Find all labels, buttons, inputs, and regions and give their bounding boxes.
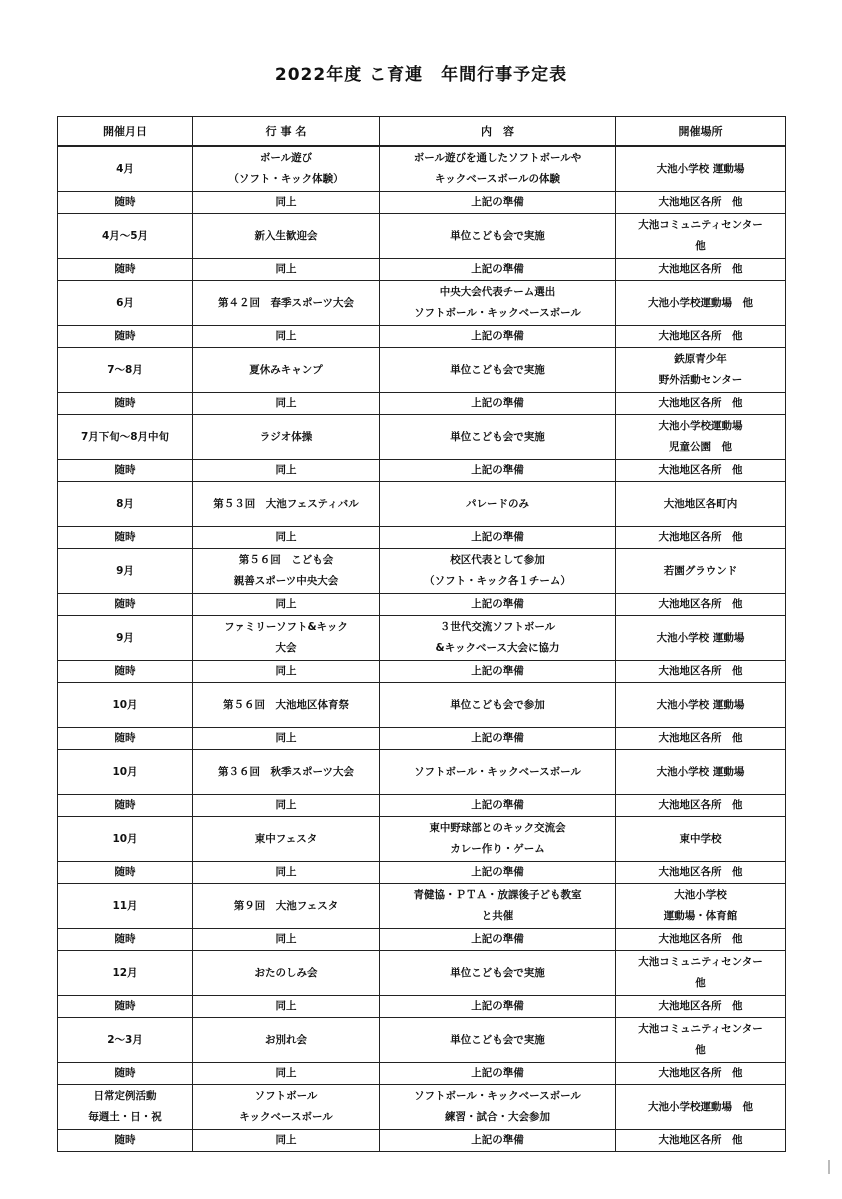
- cell-date: [58, 1130, 193, 1152]
- cell-event: [193, 728, 380, 750]
- cell-venue: [616, 862, 786, 884]
- content-text: 単位こども会で実施: [450, 229, 545, 242]
- cell-date: [58, 795, 193, 817]
- cell-content: [380, 1130, 616, 1152]
- venue-text: 大池地区各所 他: [658, 330, 743, 342]
- date-text: 11月: [112, 899, 138, 912]
- cell-date: [58, 1018, 193, 1063]
- venue-text: 大池地区各所 他: [658, 397, 743, 409]
- content-text: 中央大会代表チーム選出: [439, 286, 556, 298]
- venue-text: 大池小学校 運動場: [656, 698, 745, 711]
- cell-venue: [616, 259, 786, 281]
- event-text: ラジオ体操: [259, 430, 313, 443]
- table-row-prep: [58, 862, 786, 884]
- venue-text: 大池地区各所 他: [658, 263, 743, 275]
- cell-venue: [616, 728, 786, 750]
- cell-venue: [616, 750, 786, 795]
- cell-event: [193, 1018, 380, 1063]
- cell-date: [58, 817, 193, 862]
- event-text: 同上: [275, 866, 297, 878]
- event-text: ファミリーソフト&キック: [224, 621, 348, 633]
- cell-content: [380, 1018, 616, 1063]
- cell-content: [380, 862, 616, 884]
- content-text: 単位こども会で実施: [450, 966, 545, 979]
- table-row-prep: [58, 259, 786, 281]
- venue-text: 東中学校: [679, 832, 722, 845]
- content-text: 上記の準備: [471, 866, 524, 878]
- cell-event: [193, 527, 380, 549]
- event-text: 第５６回 大池地区体育祭: [223, 698, 349, 711]
- cell-content: [380, 348, 616, 393]
- cell-venue: [616, 884, 786, 929]
- cell-venue: [616, 683, 786, 728]
- event-text: 親善スポーツ中央大会: [233, 575, 339, 587]
- venue-text: 大池コミュニティセンター: [638, 1023, 763, 1035]
- cell-content: [380, 527, 616, 549]
- date-text: 7～8月: [107, 363, 143, 376]
- cell-event: [193, 348, 380, 393]
- venue-text: 他: [695, 977, 706, 989]
- table-row: [58, 1085, 786, 1130]
- date-text: 毎週土・日・祝: [88, 1111, 162, 1123]
- cell-venue: [616, 616, 786, 661]
- cell-date: [58, 996, 193, 1018]
- content-text: 青健協・ＰＴＡ・放課後子ども教室: [413, 889, 582, 901]
- cell-content: [380, 192, 616, 214]
- event-schedule-table: [57, 116, 786, 1152]
- cell-content: [380, 482, 616, 527]
- event-text: 夏休みキャンプ: [249, 363, 323, 376]
- date-text: 9月: [116, 564, 134, 577]
- cell-venue: [616, 951, 786, 996]
- event-text: 同上: [275, 799, 297, 811]
- content-text: 上記の準備: [471, 732, 524, 744]
- event-text: 同上: [275, 1000, 297, 1012]
- date-text: 随時: [114, 196, 136, 208]
- cell-date: [58, 1085, 193, 1130]
- event-text: 同上: [275, 330, 297, 342]
- cell-event: [193, 281, 380, 326]
- content-text: 単位こども会で実施: [450, 430, 545, 443]
- table-row-prep: [58, 192, 786, 214]
- cell-venue: [616, 460, 786, 482]
- cell-event: [193, 616, 380, 661]
- cell-venue: [616, 192, 786, 214]
- table-row: [58, 750, 786, 795]
- cell-event: [193, 326, 380, 348]
- cell-date: [58, 326, 193, 348]
- event-text: 同上: [275, 464, 297, 476]
- header-venue: 開催場所: [616, 117, 786, 147]
- event-text: ソフトボール: [254, 1090, 318, 1102]
- cell-content: [380, 415, 616, 460]
- table-row: [58, 683, 786, 728]
- event-text: ボール遊び: [259, 152, 313, 164]
- event-text: 同上: [275, 1134, 297, 1146]
- cell-venue: [616, 929, 786, 951]
- cell-event: [193, 549, 380, 594]
- content-text: ソフトボール・キックベースボール: [414, 307, 581, 319]
- cell-content: [380, 281, 616, 326]
- venue-text: 大池コミュニティセンター: [638, 956, 763, 968]
- cell-content: [380, 326, 616, 348]
- event-text: 新入生歓迎会: [254, 229, 318, 242]
- cell-venue: [616, 1085, 786, 1130]
- table-row-prep: [58, 661, 786, 683]
- event-text: （ソフト・キック体験）: [228, 173, 344, 185]
- venue-text: 鉄原青少年: [674, 353, 727, 365]
- table-row-prep: [58, 1063, 786, 1085]
- header-date: 開催月日: [58, 117, 193, 147]
- venue-text: 大池地区各町内: [663, 497, 738, 510]
- date-text: 9月: [116, 631, 134, 644]
- cell-content: [380, 750, 616, 795]
- cell-content: [380, 393, 616, 415]
- cell-event: [193, 683, 380, 728]
- cell-venue: [616, 549, 786, 594]
- event-text: お別れ会: [265, 1033, 307, 1046]
- venue-text: 大池地区各所 他: [658, 1067, 743, 1079]
- content-text: &キックベース大会に協力: [435, 642, 560, 654]
- header-content: 内 容: [380, 117, 616, 147]
- event-text: 第５３回 大池フェスティバル: [213, 497, 359, 510]
- cell-venue: [616, 214, 786, 259]
- event-text: 同上: [275, 665, 297, 677]
- cell-venue: [616, 1130, 786, 1152]
- date-text: 随時: [114, 665, 136, 677]
- content-text: ボール遊びを通したソフトボールや: [413, 152, 582, 164]
- event-text: キックベースボール: [239, 1111, 333, 1123]
- cell-date: [58, 259, 193, 281]
- venue-text: 大池小学校運動場 他: [648, 1100, 753, 1113]
- table-row: [58, 549, 786, 594]
- event-text: 同上: [275, 263, 297, 275]
- cell-content: [380, 929, 616, 951]
- event-text: おたのしみ会: [254, 966, 318, 979]
- table-row-prep: [58, 929, 786, 951]
- cell-date: [58, 884, 193, 929]
- cell-event: [193, 862, 380, 884]
- cell-date: [58, 549, 193, 594]
- date-text: 随時: [114, 1000, 136, 1012]
- cell-content: [380, 951, 616, 996]
- date-text: 随時: [114, 1067, 136, 1079]
- table-row-prep: [58, 393, 786, 415]
- cell-event: [193, 1063, 380, 1085]
- cell-venue: [616, 415, 786, 460]
- event-text: 第４２回 春季スポーツ大会: [217, 296, 355, 309]
- table-row: [58, 482, 786, 527]
- content-text: 上記の準備: [471, 263, 524, 275]
- venue-text: 大池小学校 運動場: [656, 162, 745, 175]
- date-text: 随時: [114, 464, 136, 476]
- cell-date: [58, 951, 193, 996]
- content-text: ソフトボール・キックベースボール: [414, 1090, 581, 1102]
- content-text: （ソフト・キック各１チーム）: [424, 575, 571, 587]
- date-text: 随時: [114, 732, 136, 744]
- date-text: 日常定例活動: [93, 1090, 157, 1102]
- table-row: [58, 415, 786, 460]
- table-row-prep: [58, 527, 786, 549]
- cell-event: [193, 259, 380, 281]
- cell-venue: [616, 1063, 786, 1085]
- table-row: [58, 281, 786, 326]
- event-text: 同上: [275, 531, 297, 543]
- cell-date: [58, 527, 193, 549]
- event-text: 第３６回 秋季スポーツ大会: [217, 765, 355, 778]
- venue-text: 大池地区各所 他: [658, 464, 743, 476]
- cell-content: [380, 1085, 616, 1130]
- table-row: [58, 348, 786, 393]
- table-row: [58, 146, 786, 192]
- cell-event: [193, 192, 380, 214]
- cell-event: [193, 1130, 380, 1152]
- venue-text: 運動場・体育館: [663, 910, 738, 922]
- content-text: 上記の準備: [471, 665, 524, 677]
- cell-content: [380, 594, 616, 616]
- cell-content: [380, 683, 616, 728]
- venue-text: 大池地区各所 他: [658, 799, 743, 811]
- table-row: [58, 214, 786, 259]
- content-text: カレー作り・ゲーム: [450, 843, 545, 855]
- cell-content: [380, 214, 616, 259]
- event-text: 同上: [275, 732, 297, 744]
- cell-content: [380, 146, 616, 192]
- document-title: 2022年度 こ育連 年間行事予定表: [274, 65, 568, 85]
- date-text: 随時: [114, 263, 136, 275]
- cell-event: [193, 951, 380, 996]
- cell-event: [193, 884, 380, 929]
- venue-text: 大池コミュニティセンター: [638, 219, 763, 231]
- event-text: 同上: [275, 1067, 297, 1079]
- cell-venue: [616, 527, 786, 549]
- cell-date: [58, 661, 193, 683]
- cell-venue: [616, 393, 786, 415]
- table-row-prep: [58, 1130, 786, 1152]
- cell-content: [380, 616, 616, 661]
- cell-event: [193, 1085, 380, 1130]
- cell-date: [58, 415, 193, 460]
- cell-event: [193, 460, 380, 482]
- content-text: 上記の準備: [471, 598, 524, 610]
- scan-edge-mark: [828, 1160, 830, 1174]
- date-text: 10月: [112, 832, 138, 845]
- venue-text: 若園グラウンド: [663, 564, 738, 577]
- content-text: 単位こども会で実施: [450, 363, 545, 376]
- header-event: 行 事 名: [193, 117, 380, 147]
- date-text: 4月: [116, 162, 134, 175]
- cell-date: [58, 1063, 193, 1085]
- cell-event: [193, 929, 380, 951]
- cell-date: [58, 482, 193, 527]
- table-row-prep: [58, 996, 786, 1018]
- cell-event: [193, 393, 380, 415]
- date-text: 10月: [112, 765, 138, 778]
- content-text: 上記の準備: [471, 397, 524, 409]
- content-text: 上記の準備: [471, 933, 524, 945]
- content-text: 上記の準備: [471, 1067, 524, 1079]
- table-row-prep: [58, 460, 786, 482]
- cell-venue: [616, 661, 786, 683]
- content-text: 校区代表として参加: [450, 554, 545, 566]
- cell-content: [380, 817, 616, 862]
- date-text: 8月: [116, 497, 134, 510]
- event-text: 同上: [275, 598, 297, 610]
- cell-date: [58, 281, 193, 326]
- date-text: 随時: [114, 397, 136, 409]
- cell-date: [58, 929, 193, 951]
- cell-date: [58, 192, 193, 214]
- table-row: [58, 884, 786, 929]
- event-text: 大会: [275, 642, 297, 654]
- date-text: 随時: [114, 933, 136, 945]
- table-row: [58, 616, 786, 661]
- cell-venue: [616, 326, 786, 348]
- cell-content: [380, 884, 616, 929]
- cell-venue: [616, 1018, 786, 1063]
- cell-content: [380, 996, 616, 1018]
- event-text: 第９回 大池フェスタ: [233, 899, 339, 912]
- content-text: 上記の準備: [471, 1000, 524, 1012]
- cell-venue: [616, 281, 786, 326]
- cell-venue: [616, 482, 786, 527]
- event-text: 同上: [275, 397, 297, 409]
- content-text: 練習・試合・大会参加: [445, 1111, 550, 1123]
- cell-date: [58, 460, 193, 482]
- venue-text: 大池地区各所 他: [658, 1134, 743, 1146]
- table-row-prep: [58, 795, 786, 817]
- date-text: 4月～5月: [101, 229, 149, 242]
- venue-text: 大池小学校運動場 他: [648, 296, 753, 309]
- event-text: 第５６回 こども会: [238, 554, 334, 566]
- cell-event: [193, 146, 380, 192]
- cell-event: [193, 415, 380, 460]
- venue-text: 大池地区各所 他: [658, 1000, 743, 1012]
- cell-venue: [616, 594, 786, 616]
- cell-date: [58, 683, 193, 728]
- table-row: [58, 1018, 786, 1063]
- table-row-prep: [58, 728, 786, 750]
- cell-venue: [616, 996, 786, 1018]
- venue-text: 大池小学校 運動場: [656, 765, 745, 778]
- content-text: 単位こども会で実施: [450, 1033, 545, 1046]
- cell-date: [58, 750, 193, 795]
- event-text: 同上: [275, 933, 297, 945]
- cell-event: [193, 996, 380, 1018]
- cell-date: [58, 214, 193, 259]
- date-text: 随時: [114, 799, 136, 811]
- venue-text: 大池地区各所 他: [658, 732, 743, 744]
- cell-date: [58, 348, 193, 393]
- cell-content: [380, 661, 616, 683]
- cell-date: [58, 594, 193, 616]
- cell-event: [193, 817, 380, 862]
- cell-venue: [616, 146, 786, 192]
- event-text: 同上: [275, 196, 297, 208]
- table-body: [58, 146, 786, 1152]
- cell-date: [58, 616, 193, 661]
- cell-venue: [616, 817, 786, 862]
- content-text: パレードのみ: [466, 497, 529, 510]
- content-text: 上記の準備: [471, 196, 524, 208]
- content-text: 上記の準備: [471, 799, 524, 811]
- date-text: 6月: [116, 296, 134, 309]
- cell-date: [58, 393, 193, 415]
- content-text: ソフトボール・キックベースボール: [414, 765, 581, 778]
- venue-text: 大池地区各所 他: [658, 531, 743, 543]
- table-row: [58, 817, 786, 862]
- cell-content: [380, 259, 616, 281]
- venue-text: 大池地区各所 他: [658, 665, 743, 677]
- cell-date: [58, 146, 193, 192]
- date-text: 2～3月: [107, 1033, 143, 1046]
- cell-date: [58, 728, 193, 750]
- date-text: 随時: [114, 330, 136, 342]
- content-text: ３世代交流ソフトボール: [439, 621, 556, 633]
- cell-event: [193, 750, 380, 795]
- date-text: 随時: [114, 1134, 136, 1146]
- venue-text: 児童公園 他: [669, 441, 732, 453]
- cell-event: [193, 214, 380, 259]
- cell-event: [193, 594, 380, 616]
- venue-text: 野外活動センター: [658, 374, 743, 386]
- date-text: 随時: [114, 531, 136, 543]
- venue-text: 大池地区各所 他: [658, 866, 743, 878]
- content-text: キックベースボールの体験: [434, 173, 561, 185]
- venue-text: 大池地区各所 他: [658, 196, 743, 208]
- date-text: 7月下旬～8月中旬: [80, 430, 170, 443]
- table-header-row: [58, 117, 786, 147]
- cell-event: [193, 795, 380, 817]
- venue-text: 大池小学校 運動場: [656, 631, 745, 644]
- table-row-prep: [58, 594, 786, 616]
- table-row: [58, 951, 786, 996]
- venue-text: 大池地区各所 他: [658, 598, 743, 610]
- cell-content: [380, 549, 616, 594]
- content-text: 東中野球部とのキック交流会: [429, 822, 566, 834]
- cell-venue: [616, 348, 786, 393]
- content-text: と共催: [481, 910, 514, 922]
- content-text: 上記の準備: [471, 330, 524, 342]
- cell-venue: [616, 795, 786, 817]
- table-row-prep: [58, 326, 786, 348]
- venue-text: 大池地区各所 他: [658, 933, 743, 945]
- cell-event: [193, 661, 380, 683]
- venue-text: 他: [695, 1044, 706, 1056]
- venue-text: 他: [695, 240, 706, 252]
- date-text: 随時: [114, 598, 136, 610]
- cell-content: [380, 460, 616, 482]
- cell-date: [58, 862, 193, 884]
- content-text: 上記の準備: [471, 464, 524, 476]
- venue-text: 大池小学校: [674, 889, 727, 901]
- venue-text: 大池小学校運動場: [658, 420, 743, 432]
- event-text: 東中フェスタ: [254, 832, 318, 845]
- content-text: 単位こども会で参加: [450, 698, 545, 711]
- content-text: 上記の準備: [471, 531, 524, 543]
- cell-content: [380, 795, 616, 817]
- cell-content: [380, 1063, 616, 1085]
- date-text: 10月: [112, 698, 138, 711]
- cell-content: [380, 728, 616, 750]
- date-text: 12月: [112, 966, 138, 979]
- cell-event: [193, 482, 380, 527]
- content-text: 上記の準備: [471, 1134, 524, 1146]
- date-text: 随時: [114, 866, 136, 878]
